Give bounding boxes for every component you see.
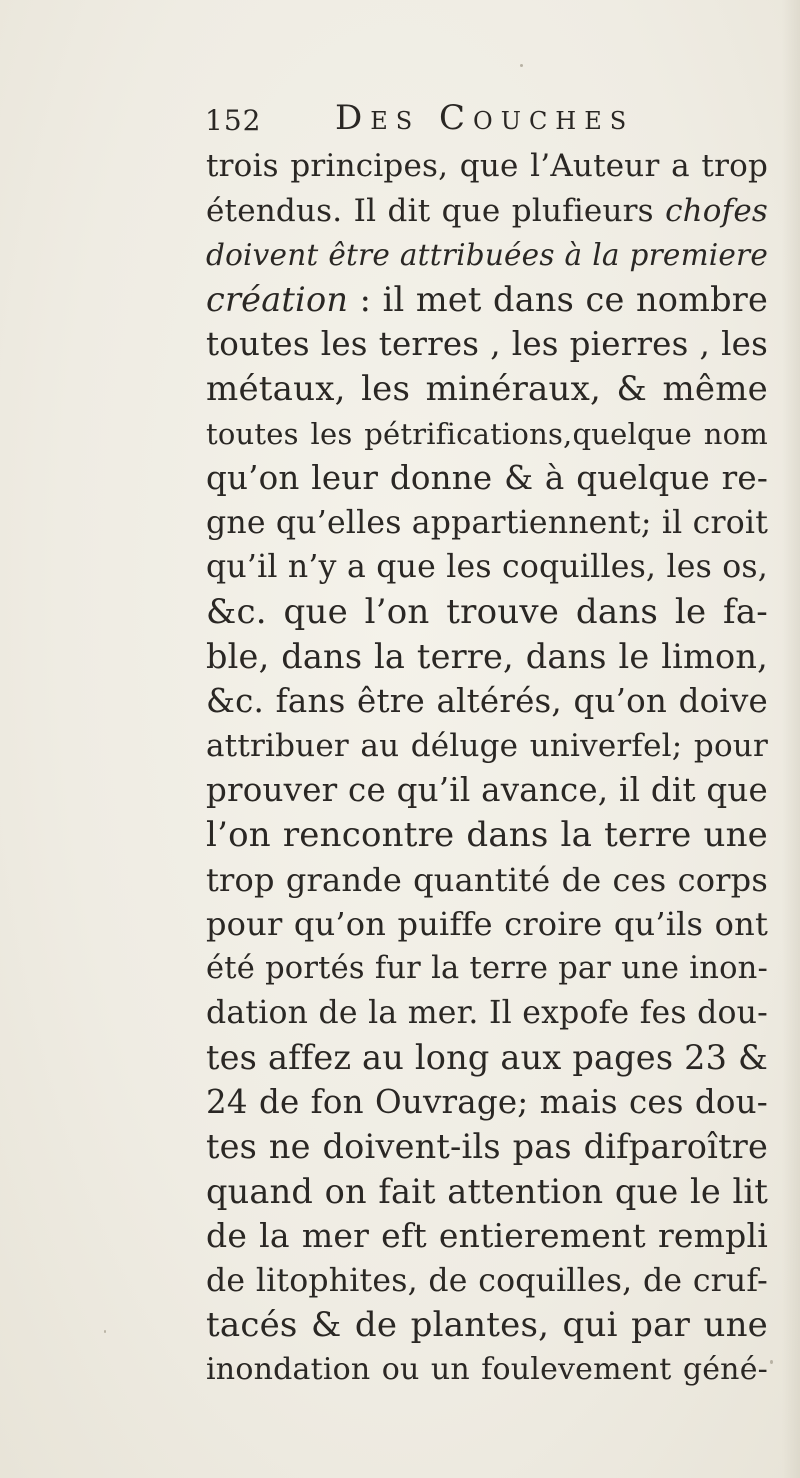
text-line: ble, dans la terre, dans le limon,	[206, 636, 768, 676]
text-line: &c. fans être altérés, qu’on doive	[206, 682, 768, 721]
text-line: de la mer eft entierement rempli	[206, 1216, 768, 1256]
text-line: &c. que l’on trouve dans le fa-	[206, 591, 768, 632]
text-line: gne qu’elles appartiennent; il croit	[206, 504, 768, 541]
text-line: dation de la mer. Il expofe fes dou-	[206, 995, 768, 1032]
text-line: étendus. Il dit que plufieurs chofes	[206, 192, 768, 229]
text-line: l’on rencontre dans la terre une	[206, 814, 768, 855]
text-line: inondation ou un foulevement géné-	[206, 1352, 768, 1388]
text-line: toutes les pétrifications,quelque nom	[206, 416, 768, 451]
paper-speck	[520, 64, 523, 67]
body-text	[206, 144, 768, 1393]
text-line: attribuer au déluge univerfel; pour	[206, 727, 768, 764]
paper-speck	[104, 1330, 106, 1333]
text-line: 24 de fon Ouvrage; mais ces dou-	[206, 1083, 768, 1122]
running-title: Des Couches	[335, 98, 635, 138]
text-line: de litophites, de coquilles, de cruf-	[206, 1262, 768, 1299]
text-line: qu’il n’y a que les coquilles, les os,	[206, 549, 768, 586]
text-line: trois principes, que l’Auteur a trop	[206, 148, 768, 184]
text-line: tes ne doivent-ils pas difparoître	[206, 1127, 768, 1167]
text-line: été portés fur la terre par une inon-	[206, 950, 768, 986]
text-line: métaux, les minéraux, & même	[206, 368, 768, 409]
text-line: quand on fait attention que le lit	[206, 1171, 768, 1211]
text-line: doivent être attribuées à la premiere	[206, 238, 768, 273]
paper-speck	[770, 1360, 773, 1364]
text-line: création : il met dans ce nombre	[206, 279, 768, 319]
page-edge-shadow	[782, 0, 800, 1478]
text-line: tacés & de plantes, qui par une	[206, 1305, 768, 1346]
page-header	[205, 98, 765, 144]
text-line: tes affez au long aux pages 23 &	[206, 1037, 768, 1077]
page-number: 152	[205, 104, 262, 137]
text-line: qu’on leur donne & à quelque re-	[206, 459, 768, 498]
text-line: trop grande quantité de ces corps	[206, 860, 768, 899]
text-line: pour qu’on puiffe croire qu’ils ont	[206, 905, 768, 944]
text-line: prouver ce qu’il avance, il dit que	[206, 771, 768, 810]
text-line: toutes les terres , les pierres , les	[206, 325, 768, 364]
